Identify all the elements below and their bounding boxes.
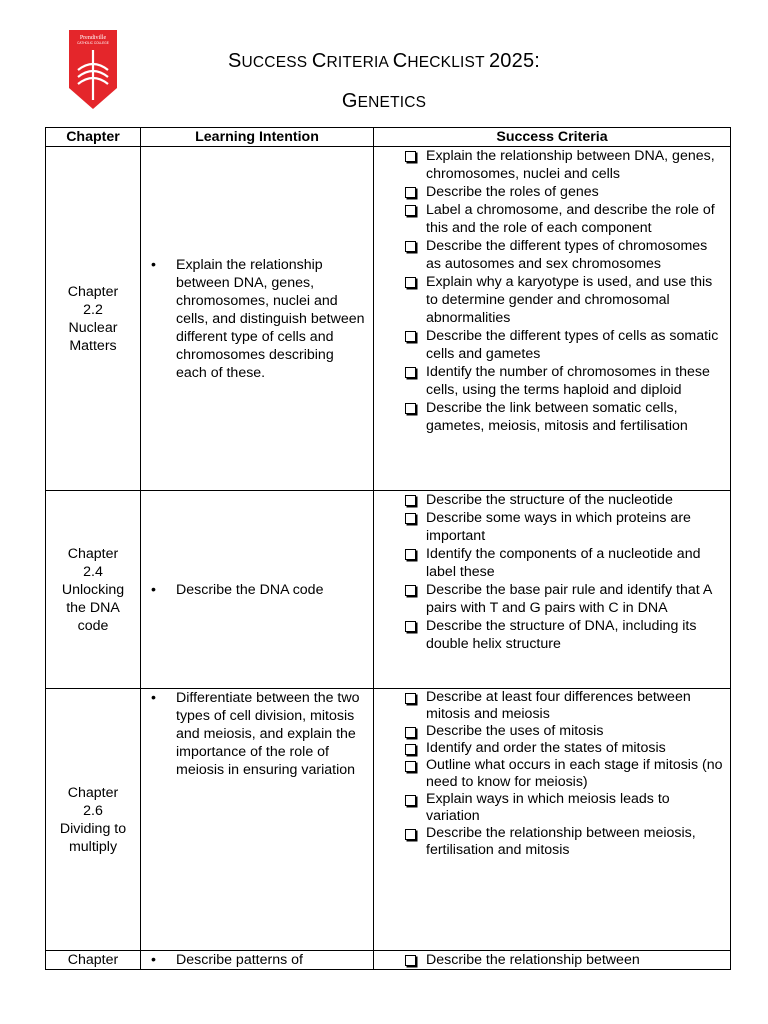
success-criteria-cell xyxy=(374,689,731,951)
checkbox-icon[interactable] xyxy=(405,585,416,596)
criterion-item: Describe the relationship between meiosis, fertilisation and mitosis xyxy=(403,825,724,859)
logo-text-1: Prendiville xyxy=(79,35,107,41)
checkbox-icon[interactable] xyxy=(405,795,416,806)
checkbox-icon[interactable] xyxy=(405,367,416,378)
criterion-item: Outline what occurs in each stage if mitosis (no need to know for meiosis) xyxy=(403,757,724,791)
criterion-item: Explain the relationship between DNA, genes, chromosomes, nuclei and cells xyxy=(403,147,724,183)
checkbox-icon[interactable] xyxy=(405,403,416,414)
table-row xyxy=(46,147,731,491)
criterion-item: Describe the different types of cells as somatic cells and gametes xyxy=(403,327,724,363)
checklist-table xyxy=(45,127,731,970)
criterion-item: Describe the roles of genes xyxy=(403,183,724,201)
learning-intention-cell xyxy=(141,491,374,689)
list-item: • Describe the DNA code xyxy=(147,581,365,599)
page-title: SUCCESS CRITERIA CHECKLIST 2025: xyxy=(227,50,541,72)
chapter-cell: Chapter 2.4 Unlocking the DNA code xyxy=(46,491,141,689)
header-success-criteria: Success Criteria xyxy=(374,128,731,147)
header-learning-intention: Learning Intention xyxy=(141,128,374,147)
criterion-item: Describe the relationship between xyxy=(403,951,724,969)
table-header-row xyxy=(46,128,731,147)
list-item: • Differentiate between the two types of cell division, mitosis and meiosis, and explain the importance of the role of meiosis in ensuring variation xyxy=(147,689,365,779)
criterion-item: Describe the different types of chromosomes as autosomes and sex chromosomes xyxy=(403,237,724,273)
list-item: • Explain the relationship between DNA, genes, chromosomes, nuclei and cells, and distinguish between different type of cells and chromosomes describing each of these. xyxy=(147,256,365,382)
criterion-item: Label a chromosome, and describe the role of this and the role of each component xyxy=(403,201,724,237)
criterion-item: Describe the structure of the nucleotide xyxy=(403,491,724,509)
success-criteria-cell xyxy=(374,951,731,970)
criterion-item: Explain ways in which meiosis leads to variation xyxy=(403,791,724,825)
learning-intention-cell xyxy=(141,147,374,491)
checkbox-icon[interactable] xyxy=(405,955,416,966)
checkbox-icon[interactable] xyxy=(405,331,416,342)
chapter-cell: Chapter xyxy=(46,951,141,970)
criterion-item: Describe the base pair rule and identify that A pairs with T and G pairs with C in DNA xyxy=(403,581,724,617)
criterion-item: Explain why a karyotype is used, and use this to determine gender and chromosomal abnormalities xyxy=(403,273,724,327)
table-row xyxy=(46,689,731,951)
checkbox-icon[interactable] xyxy=(405,495,416,506)
criterion-item: Describe the uses of mitosis xyxy=(403,723,724,740)
learning-intention-cell xyxy=(141,689,374,951)
checkbox-icon[interactable] xyxy=(405,744,416,755)
table-row xyxy=(46,951,731,970)
checkbox-icon[interactable] xyxy=(405,693,416,704)
checkbox-icon[interactable] xyxy=(405,549,416,560)
checkbox-icon[interactable] xyxy=(405,727,416,738)
criterion-item: Identify the components of a nucleotide and label these xyxy=(403,545,724,581)
checkbox-icon[interactable] xyxy=(405,241,416,252)
success-criteria-cell xyxy=(374,491,731,689)
list-item: • Describe patterns of xyxy=(147,951,365,969)
checkbox-icon[interactable] xyxy=(405,829,416,840)
checkbox-icon[interactable] xyxy=(405,187,416,198)
criterion-item: Describe at least four differences between mitosis and meiosis xyxy=(403,689,724,723)
criterion-item: Describe some ways in which proteins are important xyxy=(403,509,724,545)
checkbox-icon[interactable] xyxy=(405,761,416,772)
chapter-cell: Chapter 2.6 Dividing to multiply xyxy=(46,689,141,951)
criterion-item: Describe the link between somatic cells, gametes, meiosis, mitosis and fertilisation xyxy=(403,399,724,435)
criterion-item: Identify and order the states of mitosis xyxy=(403,740,724,757)
checkbox-icon[interactable] xyxy=(405,151,416,162)
criterion-item: Identify the number of chromosomes in these cells, using the terms haploid and diploid xyxy=(403,363,724,399)
checkbox-icon[interactable] xyxy=(405,621,416,632)
learning-intention-cell xyxy=(141,951,374,970)
checkbox-icon[interactable] xyxy=(405,513,416,524)
header-chapter: Chapter xyxy=(46,128,141,147)
success-criteria-cell xyxy=(374,147,731,491)
chapter-cell: Chapter 2.2 Nuclear Matters xyxy=(46,147,141,491)
page-subtitle: GENETICS xyxy=(341,90,427,112)
criterion-item: Describe the structure of DNA, including its double helix structure xyxy=(403,617,724,653)
checkbox-icon[interactable] xyxy=(405,205,416,216)
logo-text-2: CATHOLIC COLLEGE xyxy=(77,41,109,45)
table-row xyxy=(46,491,731,689)
checkbox-icon[interactable] xyxy=(405,277,416,288)
